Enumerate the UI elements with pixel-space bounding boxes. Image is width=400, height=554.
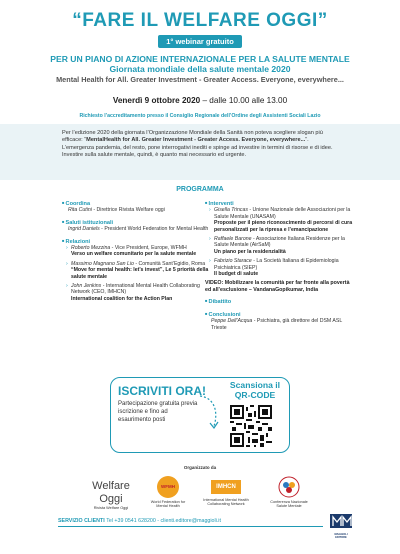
- intro-text-post: ”. L’emergenza pandemia, del resto, pone interrogativi inediti e spinge ad investire in termini di risorse e di idee. Investire sulla salute mentale, quindi, è quanto mai necessario ed urgente.: [62, 137, 333, 159]
- logo-caption: Conferenza Nazionale Salute Mentale: [270, 500, 308, 509]
- speaker-role: - Vice President, Europe, WFMH: [110, 245, 187, 252]
- speaker-name: John Jenkins: [71, 283, 102, 290]
- footer-label: SERVIZIO CLIENTI: [58, 518, 105, 524]
- register-now-title[interactable]: ISCRIVITI ORA!: [118, 384, 207, 398]
- talk-topic: Il budget di salute: [214, 271, 259, 278]
- speaker-name: Massimo Magnano San Lio: [71, 260, 134, 267]
- wfmh-mark: WFMH: [157, 476, 179, 498]
- subheadline: Giornata mondiale della salute mentale 2020: [109, 64, 291, 74]
- accreditation-note: Richiesto l’accreditamento presso il Consiglio Regionale dell’Ordine degli Assistenti Sociali Lazio: [79, 113, 321, 119]
- welfare-oggi-logo: [86, 480, 136, 510]
- section-saluti: ■ Saluti istituzionali: [62, 219, 212, 226]
- speaker-name: Fabrizio Starace: [214, 258, 252, 265]
- section-relazioni: ■ Relazioni: [62, 238, 212, 245]
- speaker-role: - La Società Italiana di Epidemiologia Psichiatrica (SIEP): [214, 258, 339, 271]
- closing-speaker: [205, 318, 355, 331]
- conferenza-emblem-icon: [278, 476, 300, 498]
- logo-caption: Rivista Welfare Oggi: [93, 506, 129, 510]
- publisher-name: MAGGIOLI EDITORE: [334, 533, 348, 539]
- program-right-column: [205, 198, 355, 331]
- greeting-speaker-role: - President World Federation for Mental Health: [99, 226, 209, 233]
- webinar-badge: 1° webinar gratuito: [158, 35, 242, 48]
- event-date: [0, 96, 400, 105]
- program-left-column: [62, 198, 212, 302]
- organizers-label: Organizzato da: [183, 465, 217, 470]
- arrow-icon: [198, 392, 226, 432]
- section-conclusioni: ■ Conclusioni: [205, 311, 355, 318]
- list-item: [62, 283, 212, 302]
- list-item: [62, 261, 212, 280]
- qr-code-icon[interactable]: [230, 405, 272, 447]
- greeting-speaker-name: Ingrid Daniels: [68, 226, 100, 233]
- closing-speaker-name: Peppe Dell’Acqua: [211, 318, 253, 325]
- imhcn-logo: [200, 480, 252, 507]
- program-title: PROGRAMMA: [176, 186, 224, 193]
- speaker-role: - Unione Nazionale delle Associazioni per la Salute Mentale (UNASAM): [214, 207, 351, 220]
- registration-text: Partecipazione gratuita previa iscrizione e fino ad esaurimento posti: [118, 401, 198, 423]
- event-date-bold: Venerdì 9 ottobre 2020: [112, 96, 201, 105]
- welfare-oggi-mark: Welfare Oggi: [92, 480, 130, 505]
- talk-topic: “Move for mental health: let’s invest”, Le 5 priorità della salute mentale: [71, 267, 209, 280]
- talk-topic: Verso un welfare comunitario per la salute mentale: [71, 251, 197, 258]
- section-interventi: ■ Interventi: [205, 200, 355, 207]
- intro-text-bold: MentalHealth for All. Greater Investment - Greater Access. Everyone, everywhere...: [86, 137, 306, 144]
- list-item: [62, 245, 212, 258]
- coordinator-role: - Direttrice Rivista Welfare oggi: [91, 207, 165, 214]
- talk-topic: Proposte per il pieno riconoscimento di percorsi di cura personalizzati per la ripresa e l’emancipazione: [214, 220, 353, 233]
- wfmh-logo: [148, 476, 188, 509]
- event-time: – dalle 10.00 alle 13.00: [200, 96, 288, 105]
- video-note: VIDEO: Mobilizzare la comunità per far fronte alla povertà ed all’esclusione – VandanaGopikumar, India: [205, 280, 350, 293]
- speaker-role: - International Mental Health Collaborating Network (CEO, IMHCN): [71, 283, 200, 296]
- headline: PER UN PIANO DI AZIONE INTERNAZIONALE PER LA SALUTE MENTALE: [50, 54, 350, 64]
- page-title: “FARE IL WELFARE OGGI”: [72, 10, 328, 31]
- footer-contact-info[interactable]: Tel +39 0541 628200 - clienti.editore@maggioli.it: [106, 518, 221, 524]
- footer-divider: [58, 526, 323, 527]
- scan-qr-label: Scansiona il QR-CODE: [229, 380, 281, 400]
- section-coordina: ■ Coordina: [62, 200, 212, 207]
- list-item: [205, 207, 355, 233]
- talk-topic: Un piano per la residenzialità: [214, 248, 286, 255]
- closing-speaker-role: - Psichiatra, già direttore del DSM ASL Trieste: [211, 318, 343, 331]
- list-item: [205, 236, 355, 255]
- intro-panel: [0, 124, 400, 180]
- speaker-name: Gisella Trincas: [214, 207, 248, 214]
- footer-contacts: [58, 518, 348, 524]
- greeting-speaker: [62, 226, 212, 232]
- conferenza-logo: [268, 476, 310, 509]
- speaker-name: Raffaele Barone: [214, 236, 252, 243]
- logo-caption: International Mental Health Collaborating Network: [203, 498, 249, 507]
- intro-text-pre: Per l’edizione 2020 della giornata l’Organizzazione Mondiale della Sanità non poteva scegliere slogan più efficace: “: [62, 130, 323, 144]
- maggioli-editore-logo: [330, 514, 352, 539]
- imhcn-mark: IMHCN: [211, 480, 241, 494]
- coordinator-name: Rita Cutini: [68, 207, 92, 214]
- logo-caption: World Federation for Mental Health: [150, 500, 186, 509]
- slogan: Mental Health for All. Greater Investment - Greater Access. Everyone, everywhere...: [56, 75, 344, 84]
- talk-topic: International coalition for the Action Plan: [71, 295, 173, 302]
- speaker-role: - Comunità Sant’Egidio, Roma: [133, 260, 206, 267]
- speaker-role: - Associazione Italiana Residenze per la Salute Mentale (AirSaM): [214, 236, 345, 249]
- maggioli-mark-icon: [330, 514, 352, 528]
- section-dibattito: ■ Dibattito: [205, 298, 355, 305]
- speaker-name: Roberto Mezzina: [71, 245, 111, 252]
- list-item: [205, 258, 355, 277]
